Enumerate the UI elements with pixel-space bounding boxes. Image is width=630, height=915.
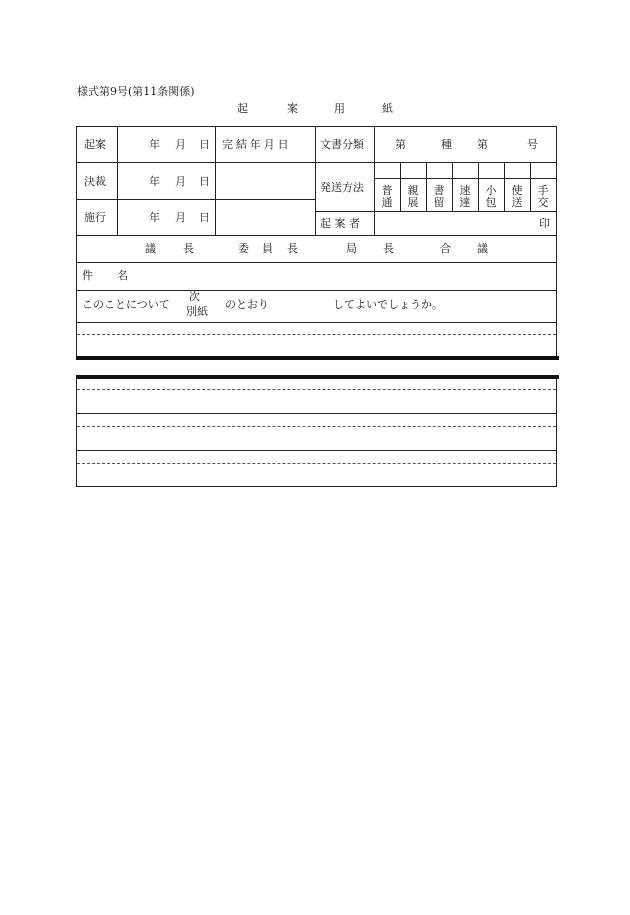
send-div-3 (452, 162, 453, 211)
send-option-normal[interactable]: 普 通 (381, 184, 393, 209)
request-suffix: してよいでしょうか。 (333, 298, 443, 311)
doc-class-go: 号 (527, 138, 538, 151)
approval-char-1: 議 (145, 242, 156, 255)
request-option-next: 次 (189, 290, 200, 303)
enforce-day: 日 (199, 211, 210, 224)
lower-dashed-line-1 (77, 389, 556, 390)
title-char-3: 用 (334, 102, 345, 115)
send-option-parcel[interactable]: 小 包 (485, 184, 497, 209)
line-r1-bottom (76, 162, 374, 163)
title-char-4: 紙 (382, 102, 393, 115)
approval-char-4: 員 (262, 242, 273, 255)
approval-char-2: 長 (183, 242, 194, 255)
completion-date-label: 完 結 年 月 日 (222, 138, 289, 151)
col-after-completion (315, 126, 316, 235)
approval-char-7: 長 (383, 242, 394, 255)
enforce-label: 施行 (84, 211, 106, 224)
line-approval-bottom (76, 262, 557, 263)
decision-year: 年 (149, 175, 160, 188)
lower-dashed-line-3 (77, 463, 556, 464)
approval-char-3: 委 (238, 242, 249, 255)
draft-label: 起案 (84, 138, 106, 151)
line-r2-bottom (76, 199, 315, 200)
approval-char-9: 議 (477, 242, 488, 255)
decision-day: 日 (199, 175, 210, 188)
draft-month: 月 (175, 138, 186, 151)
lower-bottom-line (76, 486, 557, 487)
title-char-1: 起 (237, 102, 248, 115)
line-top (76, 126, 557, 127)
seal-mark: 印 (539, 217, 550, 230)
form-number: 様式第9号(第11条関係) (77, 85, 195, 98)
lower-frame-right (556, 377, 557, 487)
decision-label: 決裁 (84, 175, 106, 188)
title-char-2: 案 (287, 102, 298, 115)
approval-char-5: 長 (287, 242, 298, 255)
upper-thick-border (76, 356, 559, 360)
approval-char-6: 局 (346, 242, 357, 255)
send-option-confidential[interactable]: 親 展 (407, 184, 419, 209)
upper-dashed-line (77, 334, 556, 335)
doc-class-dai-2: 第 (477, 138, 488, 151)
col-after-label (117, 126, 118, 235)
approval-char-8: 合 (440, 242, 451, 255)
send-option-hand-delivery[interactable]: 手 交 (537, 184, 549, 209)
line-request-bottom (76, 322, 557, 323)
draft-year: 年 (149, 138, 160, 151)
request-option-attached: 別紙 (186, 305, 208, 318)
frame-left (76, 126, 77, 358)
subject-label-2: 名 (117, 269, 128, 282)
send-div-6 (530, 162, 531, 211)
enforce-year: 年 (149, 211, 160, 224)
request-prefix: このことについて (82, 298, 170, 311)
lower-thick-border (76, 375, 559, 379)
col-after-docclass (374, 126, 375, 235)
subject-label-1: 件 (82, 269, 93, 282)
send-div-2 (426, 162, 427, 211)
line-r3-bottom (76, 235, 557, 236)
send-method-label: 発送方法 (320, 181, 364, 194)
enforce-month: 月 (175, 211, 186, 224)
send-option-messenger[interactable]: 使 送 (511, 184, 523, 209)
lower-frame-left (76, 377, 77, 487)
request-middle: のとおり (225, 298, 269, 311)
line-send-bottom (315, 211, 557, 212)
drafter-label: 起 案 者 (320, 217, 360, 230)
lower-solid-line-1 (76, 413, 557, 414)
frame-right (556, 126, 557, 358)
col-after-date (215, 126, 216, 235)
send-option-express[interactable]: 速 達 (459, 184, 471, 209)
lower-dashed-line-2 (77, 426, 556, 427)
doc-class-dai-1: 第 (395, 138, 406, 151)
send-div-5 (504, 162, 505, 211)
doc-class-label: 文書分類 (320, 138, 364, 151)
lower-solid-line-2 (76, 450, 557, 451)
line-subject-bottom (76, 290, 557, 291)
send-div-4 (478, 162, 479, 211)
doc-class-shu: 種 (441, 138, 452, 151)
decision-month: 月 (175, 175, 186, 188)
draft-day: 日 (199, 138, 210, 151)
send-option-registered[interactable]: 書 留 (433, 184, 445, 209)
send-div-1 (400, 162, 401, 211)
